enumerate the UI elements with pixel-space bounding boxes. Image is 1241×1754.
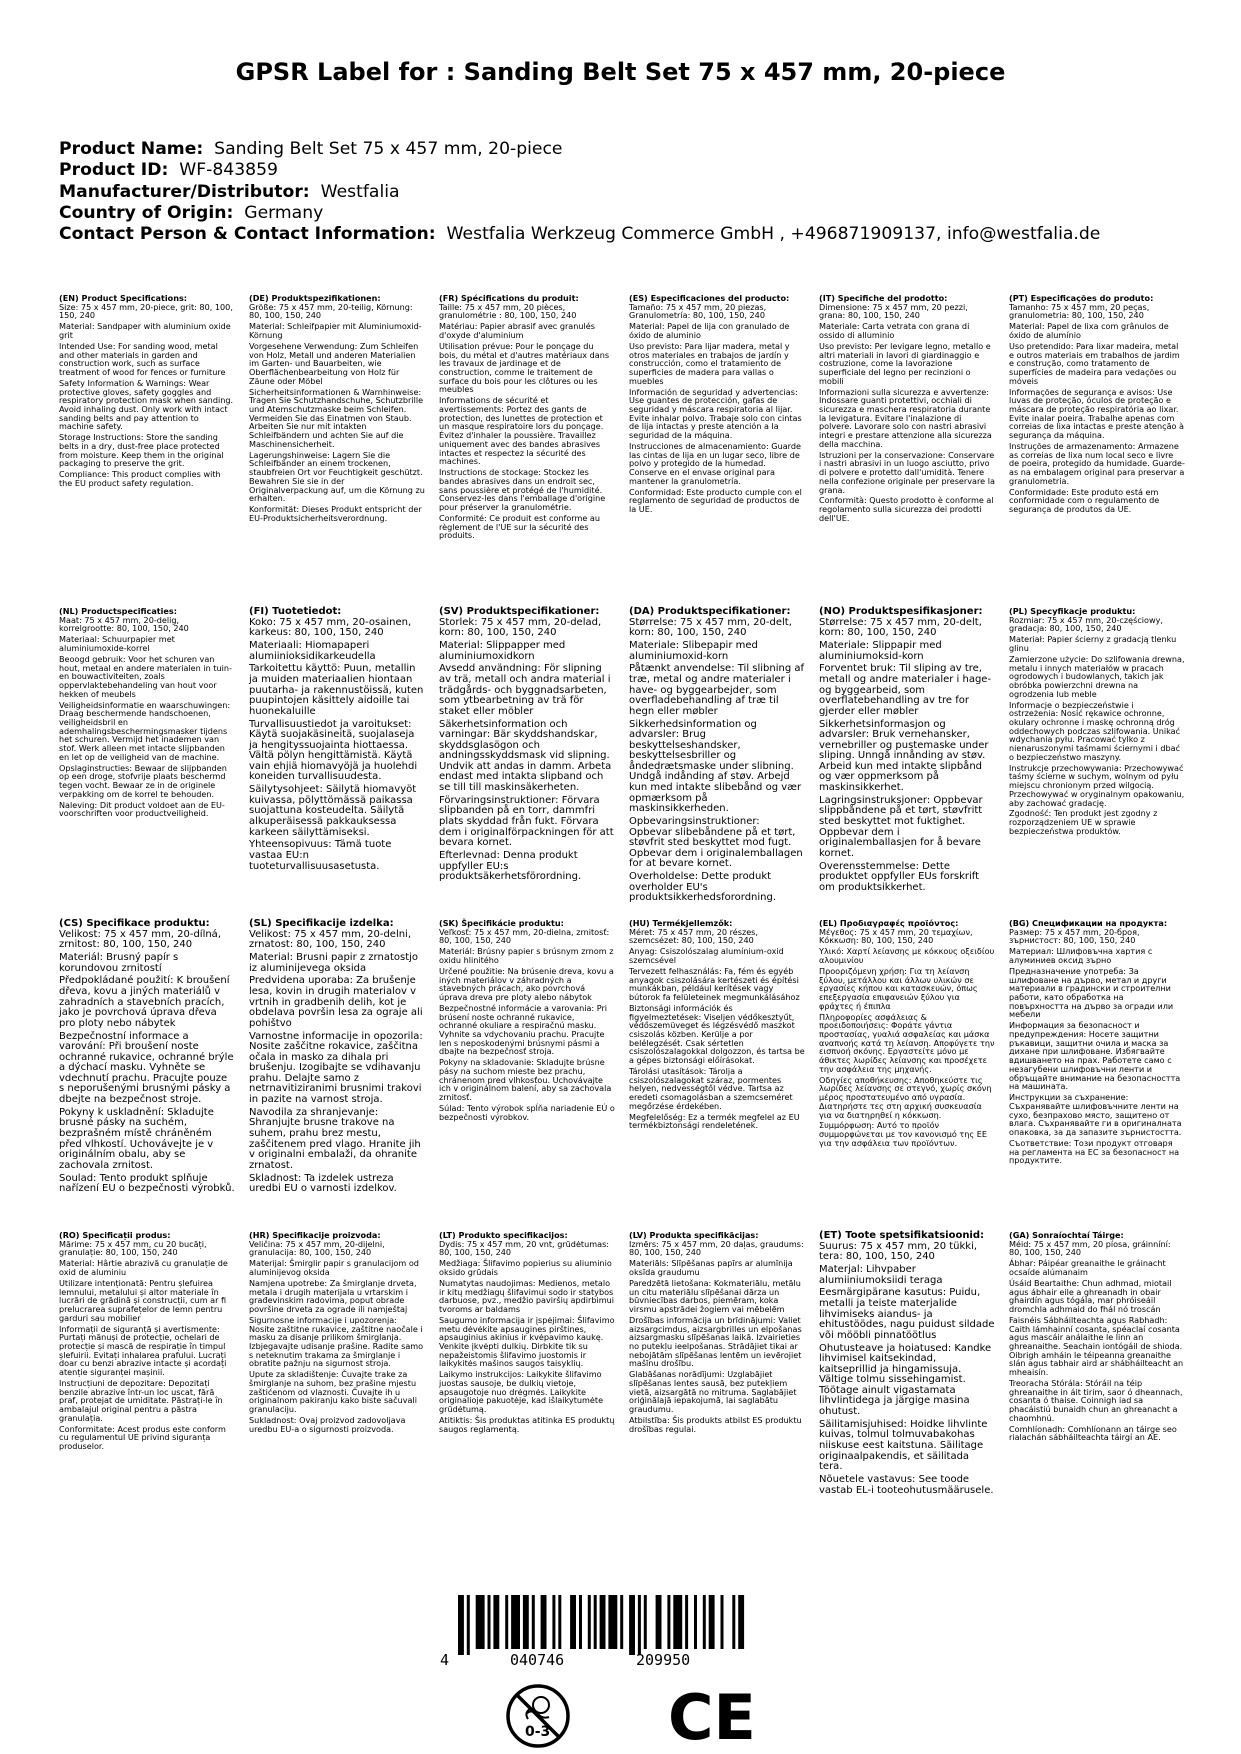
- spec-paragraph-pt: Conformidade: Este produto está em conformidade com o regulamento de segurança de produtos da UE.: [1009, 486, 1160, 515]
- contact-row: [59, 224, 1100, 245]
- spec-paragraph-da: Opbevaringsinstruktioner: Opbevar slibebåndene på et tørt, støvfrit sted beskyttet mod fugt. Opbevar dem i originalemballagen for at bevare kornet.: [629, 816, 803, 870]
- language-row-4: [59, 1231, 1189, 1531]
- barcode-bar: [694, 1595, 697, 1649]
- spec-paragraph-da: Overholdelse: Dette produkt overholder EU's produktsikkerhedsforordning.: [629, 871, 777, 904]
- barcode-bar: [511, 1595, 520, 1649]
- barcode-bar: [644, 1595, 647, 1649]
- barcode-bar: [588, 1595, 591, 1649]
- spec-paragraph-lv: Glabāšanas norādījumi: Uzglabājiet slīpēšanas lentes sausā, bez putekļiem vietā, aizsargātā no mitruma. Saglabājiet oriģinālajā iepakojumā, lai saglabātu graudumu.: [629, 1369, 797, 1415]
- spec-paragraph-lv: Drošības informācija un brīdinājumi: Valiet aizsargcimdus, aizsargbrilles un elpošanas aizsargmasku slīpēšanas laikā. Izvairieties no putekļu ieelpošanas. Strādājiet tikai ar nebojātām slīpēšanas lentēm un ievērojiet mašīnu drošību.: [629, 1314, 802, 1369]
- spec-heading-ga: (GA) Sonraíochtaí Táirge:: [1009, 1230, 1124, 1240]
- spec-paragraph-en: Size: 75 x 457 mm, 20-piece, grit: 80, 100, 150, 240: [59, 301, 233, 321]
- spec-paragraph-nl: Opslaginstructies: Bewaar de slijpbanden op een droge, stofvrije plaats beschermd tegen vocht. Bewaar ze in de originele verpakking om de korrel te behouden.: [59, 762, 227, 799]
- spec-paragraph-no: Overensstemmelse: Dette produktet oppfyller EUs forskrift om produktsikkerhet.: [819, 860, 980, 893]
- spec-paragraph-sk: Určené použitie: Na brúsenie dreva, kovu a iných materiálov v záhradných a stavebných prácach, ako povrchová úprava dreva pre ploty alebo nábytok: [439, 965, 614, 1002]
- barcode-bar: [738, 1595, 744, 1649]
- spec-paragraph-sl: Material: Brusni papir z zrnatostjo iz aluminijevega oksida: [249, 951, 419, 974]
- spec-paragraph-en: Safety Information & Warnings: Wear protective gloves, safety goggles and respiratory protection mask when sanding. Avoid inhaling dust. Only work with intact sanding belts and pay attention to machine safety.: [59, 377, 234, 432]
- barcode-bar: [594, 1595, 597, 1649]
- spec-block-hu: [629, 919, 805, 1132]
- spec-paragraph-fr: Conformité: Ce produit est conforme au règlement de l'UE sur la sécurité des produits.: [439, 512, 600, 541]
- barcode-bar: [532, 1595, 535, 1649]
- spec-paragraph-hr: Sigurnosne informacije i upozorenja: Nosite zaštitne rukavice, zaštitne naočale i masku za disanje prilikom šmirglanja. Izbjegavajte udisanje prašine. Radite samo s neteknutim trakama za šmirglanje i obratite pažnju na sigurnost stroja.: [249, 1314, 424, 1369]
- spec-paragraph-bg: Материал: Шлифовъчна хартия с алуминиев оксид зърно: [1009, 946, 1153, 965]
- spec-paragraph-fi: Koko: 75 x 457 mm, 20-osainen, karkeus: 80, 100, 150, 240: [249, 616, 412, 639]
- spec-paragraph-el: Υλικό: Χαρτί λείανσης με κόκκους οξειδίου αλουμινίου: [819, 946, 995, 965]
- spec-heading-da: (DA) Produktspecifikationer:: [629, 606, 791, 617]
- spec-block-pt: [1009, 294, 1185, 516]
- spec-paragraph-hr: Sukladnost: Ovaj proizvod zadovoljava uredbu EU-a o sigurnosti proizvoda.: [249, 1415, 406, 1434]
- spec-paragraph-en: Compliance: This product complies with the EU product safety regulation.: [59, 469, 221, 488]
- spec-block-fr: [439, 294, 615, 542]
- spec-paragraph-da: Størrelse: 75 x 457 mm, 20-delt, korn: 80, 100, 150, 240: [629, 616, 792, 639]
- spec-paragraph-es: Material: Papel de lija con granulado de óxido de aluminio: [629, 321, 790, 340]
- spec-paragraph-lv: Izmērs: 75 x 457 mm, 20 daļas, graudums: 80, 100, 150, 240: [629, 1238, 804, 1258]
- spec-paragraph-sk: Veľkosť: 75 x 457 mm, 20-dielna, zrnitosť: 80, 100, 150, 240: [439, 926, 610, 946]
- spec-block-hr: [249, 1231, 425, 1436]
- barcode-bar: [523, 1595, 529, 1649]
- spec-paragraph-sv: Avsedd användning: För slipning av trä, metall och andra material i trädgårds- och byggnadsarbeten, som ytbearbetning av trä för staket eller möbler: [439, 663, 611, 717]
- spec-paragraph-da: Materiale: Slibepapir med aluminiumoxid-korn: [629, 639, 758, 662]
- ce-mark-icon: [668, 1681, 756, 1754]
- spec-paragraph-sv: Säkerhetsinformation och varningar: Bär skyddshandskar, skyddsglasögon och andningsskyddsmask vid slipning. Undvik att andas in damm. Arbeta endast med intakta slipband och se till till maskinsäkerheten.: [439, 718, 612, 794]
- spec-paragraph-sv: Förvaringsinstruktioner: Förvara slipbanden på en torr, dammfri plats skyddad från fukt. Förvara dem i originalförpackningen för att bevara kornet.: [439, 794, 614, 849]
- spec-paragraph-fi: Turvallisuustiedot ja varoitukset: Käytä suojakäsineitä, suojalaseja ja hengityssuojainta hiottaessa. Vältä pölyn hengittämistä. Käytä vain ehjiä hiomavyöjä ja huolehdi koneiden turvallisuudesta.: [249, 718, 418, 783]
- spec-paragraph-el: Πληροφορίες ασφάλειας & προειδοποιήσεις: Φοράτε γάντια προστασίας, γυαλιά ασφαλείας και μάσκα αναπνοής κατά τη λείανση. Αποφύγετε την εισπνοή σκόνης. Εργαστείτε μόνο με άθικτες λωρίδες λείανσης και προσέχετε την ασφάλεια της μηχανής.: [819, 1011, 995, 1074]
- barcode-bar: [570, 1595, 576, 1649]
- spec-paragraph-ga: Comhlíonadh: Comhlíonann an táirge seo rialachán sábháilteachta táirgí an AE.: [1009, 1423, 1177, 1443]
- spec-block-el: [819, 919, 995, 1150]
- language-row-1: [59, 294, 1189, 594]
- spec-paragraph-lv: Atbilstība: Šis produkts atbilst ES produktu drošības regulai.: [629, 1415, 802, 1434]
- barcode-bar: [709, 1595, 715, 1649]
- spec-block-ga: [1009, 1231, 1185, 1444]
- product-name-value: Sanding Belt Set 75 x 457 mm, 20-piece: [214, 139, 563, 159]
- spec-heading-hr: (HR) Specifikacije proizvoda:: [249, 1230, 381, 1240]
- spec-paragraph-pt: Informações de segurança e avisos: Use luvas de proteção, óculos de proteção e máscara de proteção respiratória ao lixar. Evite inalar poeira. Trabalhe apenas com correias de lixa intactas e preste atenção à segurança da máquina.: [1009, 386, 1185, 441]
- spec-paragraph-lt: Laikymo instrukcijos: Laikykite šlifavimo juostas sausoje, be dulkių vietoje, apsaugotoje nuo drėgmės. Laikykite originalioje pakuotėje, kad išlaikytumėte grūdėtumą.: [439, 1369, 604, 1415]
- spec-paragraph-el: Μέγεθος: 75 x 457 mm, 20 τεμαχίων, Κόκκωση: 80, 100, 150, 240: [819, 926, 973, 946]
- spec-paragraph-fr: Instructions de stockage: Stockez les bandes abrasives dans un endroit sec, sans poussière et protégé de l'humidité. Conservez-les dans l'emballage d'origine pour préserver la granulométrie.: [439, 467, 606, 512]
- spec-block-et: [819, 1231, 995, 1498]
- spec-paragraph-fi: Materiaali: Hiomapaperi alumiinioksidikarkeudella: [249, 639, 376, 662]
- spec-paragraph-hu: Anyag: Csiszolószalag alumínium-oxid szemcsével: [629, 946, 784, 965]
- manufacturer-value: Westfalia: [320, 181, 400, 202]
- spec-paragraph-bg: Предназначение употреба: За шлифоване на дърво, метал и други материали в градински и строителни работи, като обработка на повърхността на дърво за огради или мебели: [1009, 965, 1174, 1020]
- spec-heading-et: (ET) Toote spetsifikatsioonid:: [819, 1230, 985, 1241]
- barcode-bar: [673, 1595, 682, 1649]
- spec-paragraph-ro: Informații de siguranță și avertismente: Purtați mănuși de protecție, ochelari de protecție și mască de respirație în timpul șlefuirii. Evitați inhalarea prafului. Lucrați doar cu benzi abrazive intacte și acordați atenție siguranței mașinii.: [59, 1323, 227, 1378]
- manufacturer-label: Manufacturer/Distributor:: [59, 181, 310, 202]
- spec-paragraph-et: Säilitamisjuhised: Hoidke lihvlinte kuivas, tolmul tolmuvabakohas niiskuse eest kaitstuna. Säilitage originaalpakendis, et säilitada tera.: [819, 1418, 988, 1473]
- product-info: [59, 139, 1100, 245]
- spec-heading-sl: (SL) Specifikacije izdelka:: [249, 918, 394, 929]
- spec-heading-bg: (BG) Спецификации на продукта:: [1009, 918, 1168, 928]
- barcode-bar: [732, 1595, 735, 1649]
- spec-paragraph-no: Sikkerhetsinformasjon og advarsler: Bruk vernehansker, vernebriller og pustemaske under sliping. Unngå innånding av støv. Arbeid kun med intakte slipbånd og vær oppmerksom på maskinsikkerhet.: [819, 718, 989, 794]
- spec-paragraph-de: Konformität: Dieses Produkt entspricht der EU-Produktsicherheitsverordnung.: [249, 504, 422, 523]
- spec-paragraph-fi: Säilytysohjeet: Säilytä hiomavyöt kuivassa, pölyttömässä paikassa suojattuna kosteudelta. Säilytä alkuperäisessä pakkauksessa karkeen säilyttämiseksi.: [249, 784, 417, 838]
- product-name-label: Product Name:: [59, 139, 204, 159]
- spec-block-no: [819, 607, 995, 896]
- spec-paragraph-lt: Saugumo informacija ir įspėjimai: Šlifavimo metu dėvėkite apsaugines pirštines, apsauginius akinius ir kvėpavimo kaukę. Venkite įkvėpti dulkių. Dirbkite tik su nepažeistomis šlifavimo juostomis ir laikykitės mašinos saugos taisyklių.: [439, 1314, 615, 1369]
- spec-paragraph-sl: Varnostne informacije in opozorila: Nosite zaščitne rokavice, zaščitna očala in masko za dihala pri brušenju. Izogibajte se vdihavanju prahu. Delajte samo z netrnavitiziranimi brusnimi trakovi in pazite na varnost stroja.: [249, 1030, 423, 1106]
- barcode-bar: [703, 1595, 706, 1649]
- spec-heading-ro: (RO) Specificații produs:: [59, 1230, 171, 1240]
- spec-block-es: [629, 294, 805, 516]
- spec-block-sk: [439, 919, 615, 1124]
- spec-paragraph-hr: Upute za skladištenje: Čuvajte trake za šmirglanje na suhom, bez prašine mjestu zaštićenom od vlaznosti. Čuvajte ih u originalnom pakiranju kako biste sačuvali granulaciju.: [249, 1369, 417, 1415]
- barcode-bar: [467, 1595, 470, 1655]
- spec-heading-el: (EL) Προδιαγραφές προϊόντος:: [819, 918, 959, 928]
- spec-paragraph-da: Påtænkt anvendelse: Til slibning af træ, metal og andre materialer i have- og byggearbejder, som overfladebehandling af træ til hegn eller møbler: [629, 663, 805, 717]
- barcode-bar: [558, 1595, 561, 1649]
- spec-paragraph-ro: Instrucțiuni de depozitare: Depozitați benzile abrazive într-un loc uscat, fără praf, protejat de umiditate. Păstrați-le în ambalajul original pentru a păstra granulația.: [59, 1378, 223, 1423]
- spec-paragraph-pl: Materiał: Papier ścierny z gradacją tlenku glinu: [1009, 634, 1177, 653]
- spec-block-lt: [439, 1231, 615, 1436]
- spec-paragraph-et: Suurus: 75 x 457 mm, 20 tükki, tera: 80, 100, 150, 240: [819, 1240, 978, 1263]
- spec-heading-es: (ES) Especificaciones del producto:: [629, 293, 790, 303]
- spec-paragraph-hu: Biztonsági információk és figyelmeztetések: Viseljen védőkesztyűt, védőszemüveget és légzésvédő maszkot csiszolás közben. Kerülje a por belélegzését. Csak sértetlen csiszolószalagokkal dolgozzon, és tartsa be a gépes biztonsági előírásokat.: [629, 1002, 805, 1066]
- page-title: GPSR Label for : Sanding Belt Set 75 x 457 mm, 20-piece: [235, 58, 1006, 86]
- spec-paragraph-pl: Informacje o bezpieczeństwie i ostrzeżenia: Nosić rękawice ochronne, okulary ochronne i maskę ochronną dróg oddechowych podczas szlifowania. Unikać wdychania pyłu. Pracować tylko z nienaruszonymi taśmami ściernymi i dbać o bezpieczeństwo maszyny.: [1009, 699, 1181, 762]
- spec-paragraph-pl: Instrukcje przechowywania: Przechowywać taśmy ścierne w suchym, wolnym od pyłu miejscu chronionym przed wilgocią. Przechowywać w oryginalnym opakowaniu, aby zachować gradację.: [1009, 762, 1185, 808]
- spec-heading-cs: (CS) Specifikace produktu:: [59, 918, 210, 929]
- spec-paragraph-es: Conformidad: Este producto cumple con el reglamento de seguridad de productos de la UE.: [629, 486, 802, 515]
- spec-paragraph-nl: Naleving: Dit product voldoet aan de EU-voorschriften voor productveiligheid.: [59, 799, 225, 819]
- spec-paragraph-cs: Soulad: Tento produkt splňuje nařízení EU o bezpečnosti výrobků.: [59, 1172, 235, 1195]
- spec-heading-hu: (HU) Termékjellemzők:: [629, 918, 733, 928]
- spec-paragraph-fr: Informations de sécurité et avertissements: Portez des gants de protection, des lunettes de protection et un masque respiratoire lors du ponçage. Évitez d'inhaler la poussière. Travaillez uniquement avec des bandes abrasives intactes et respectez la sécurité des machines.: [439, 395, 604, 467]
- barcode-bar: [656, 1595, 662, 1649]
- spec-paragraph-cs: Pokyny k uskladnění: Skladujte brusné pásky na suchém, bezprašném místě chráněném před vlhkostí. Uchovávejte je v originálním obalu, aby se zachovala zrnitost.: [59, 1106, 214, 1171]
- spec-paragraph-hu: Méret: 75 x 457 mm, 20 részes, szemcsézet: 80, 100, 150, 240: [629, 926, 758, 946]
- spec-paragraph-da: Sikkerhedsinformation og advarsler: Brug beskyttelseshandsker, beskyttelsesbriller og åndedrætsmaske under slibning. Undgå indånding af støv. Arbejd kun med intakte slibebånd og vær opmærksom på maskinsikkerheden.: [629, 718, 802, 815]
- spec-paragraph-hu: Megfelelőség: Ez a termék megfelel az EU termékbiztonsági rendeletének.: [629, 1111, 800, 1131]
- spec-paragraph-de: Vorgesehene Verwendung: Zum Schleifen von Holz, Metall und anderen Materialien im Garten- und Bauarbeiten, wie Oberflächenbearbeitung von Holz für Zäune oder Möbel: [249, 340, 419, 386]
- spec-paragraph-en: Storage Instructions: Store the sanding belts in a dry, dust-free place protected from moisture. Keep them in the original packaging to preserve the grit.: [59, 432, 224, 469]
- country-row: [59, 203, 1100, 224]
- spec-paragraph-it: Istruzioni per la conservazione: Conservare i nastri abrasivi in un luogo asciutto, privo di polvere e protetto dall'umidità. Tenere nella confezione originale per preservare la grana.: [819, 449, 995, 495]
- spec-paragraph-no: Forventet bruk: Til sliping av tre, metall og andre materialer i hage- og byggearbeid, som overflatebehandling av tre for gjerder eller møbler: [819, 663, 992, 717]
- age-range-text: 0-3: [525, 1724, 551, 1740]
- barcode-bar: [552, 1595, 555, 1649]
- spec-paragraph-es: Uso previsto: Para lijar madera, metal y otros materiales en trabajos de jardín y construcción, como el tratamiento de superficies de madera para vallas o muebles: [629, 340, 790, 386]
- barcode-bars: [440, 1595, 751, 1655]
- language-row-3: [59, 919, 1189, 1219]
- spec-paragraph-ro: Material: Hârtie abrazivă cu granulație de oxid de aluminiu: [59, 1258, 228, 1277]
- spec-paragraph-et: Nõuetele vastavus: See toode vastab EL-i tooteohutusmäärusele.: [819, 1474, 994, 1496]
- spec-paragraph-sl: Predvidena uporaba: Za brušenje lesa, kovin in drugih materialov v vrtnih in gradbenih delih, kot je obdelava površin lesa za ograje ali pohištvo: [249, 975, 423, 1029]
- spec-paragraph-nl: Veiligheidsinformatie en waarschuwingen: Draag beschermende handschoenen, veiligheidsbril en ademhalingsbeschermingsmasker tijdens het schuren. Vermijd het inademen van stof. Werk alleen met intacte slijpbanden en let op de veiligheid van de machine.: [59, 699, 231, 762]
- spec-heading-pt: (PT) Especificações do produto:: [1009, 293, 1154, 303]
- barcode-bar: [620, 1595, 623, 1649]
- spec-paragraph-lt: Numatytas naudojimas: Medienos, metalo ir kitų medžiagų šlifavimui sodo ir statybos darbuose, pvz., medžio paviršių apdirbimui tvoroms ar baldams: [439, 1277, 614, 1314]
- spec-paragraph-es: Tamaño: 75 x 457 mm, 20 piezas, Granulometría: 80, 100, 150, 240: [629, 301, 767, 321]
- spec-paragraph-ro: Utilizare intenționată: Pentru șlefuirea lemnului, metalului și altor materiale în lucrări de grădină și construcții, cum ar fi prelucrarea suprafețelor de lemn pentru garduri sau mobilier: [59, 1277, 227, 1323]
- spec-paragraph-it: Conformità: Questo prodotto è conforme al regolamento sulla sicurezza dei prodotti dell'UE.: [819, 495, 994, 523]
- spec-paragraph-el: Προοριζόμενη χρήση: Για τη λείανση ξύλου, μετάλλου και άλλων υλικών σε εργασίες κήπου και κατασκευών, όπως επεξεργασία επιφανειών ξύλου για φράχτες ή έπιπλα: [819, 965, 978, 1011]
- spec-paragraph-pt: Tamanho: 75 x 457 mm, 20 peças, granulometria: 80, 100, 150, 240: [1009, 301, 1150, 321]
- spec-paragraph-sl: Navodila za shranjevanje: Shranjujte brusne trakove na suhem, prahu brez mestu, zaščitenem pred vlago. Hranite jih v originalni embalaži, da ohranite zrnatost.: [249, 1106, 421, 1171]
- spec-paragraph-sk: Súlad: Tento výrobok spĺňa nariadenie EÚ o bezpečnosti výrobkov.: [439, 1103, 615, 1122]
- spec-paragraph-ro: Mărime: 75 x 457 mm, cu 20 bucăți, granulație: 80, 100, 150, 240: [59, 1238, 207, 1258]
- spec-block-da: [629, 607, 805, 906]
- spec-paragraph-es: Instrucciones de almacenamiento: Guarde las cintas de lija en un lugar seco, libre de polvo y protegido de la humedad. Conserve en el envase original para mantener la granulometría.: [629, 441, 801, 486]
- spec-paragraph-de: Lagerungshinweise: Lagern Sie die Schleifbänder an einem trockenen, staubfreien Ort vor Feuchtigkeit geschützt. Bewahren Sie sie in der Originalverpackung auf, um die Körnung zu erhalten.: [249, 449, 425, 504]
- product-name-row: [59, 139, 1100, 160]
- ce-mark-text: CE: [668, 1681, 756, 1754]
- spec-paragraph-ro: Conformitate: Acest produs este conform cu regulamentul UE privind siguranța produselor.: [59, 1423, 226, 1452]
- age-warning-icon: [505, 1683, 571, 1749]
- spec-block-sl: [249, 919, 425, 1197]
- spec-paragraph-bg: Размер: 75 x 457 mm, 20-броя, зърнистост: 80, 100, 150, 240: [1009, 926, 1140, 946]
- spec-paragraph-en: Intended Use: For sanding wood, metal and other materials in garden and construction work, such as surface treatment of wood for fences or furniture: [59, 340, 226, 377]
- spec-paragraph-cs: Bezpečnostní informace a varování: Při broušení noste ochranné rukavice, ochranné brýle a dýchací masku. Vyhněte se vdechnutí prachu. Pracujte pouze s neporušenými brusnými pásky a dbejte na bezpečnost stroje.: [59, 1030, 234, 1106]
- spec-block-de: [249, 294, 425, 525]
- spec-paragraph-de: Sicherheitsinformationen & Warnhinweise: Tragen Sie Schutzhandschuhe, Schutzbrille und Atemschutzmaske beim Schleifen. Vermeiden Sie das Einatmen von Staub. Arbeiten Sie nur mit intakten Schleifbändern und achten Sie auf die Maschinensicherheit.: [249, 386, 424, 449]
- spec-paragraph-hu: Tárolási utasítások: Tárolja a csiszolószalagokat száraz, pormentes helyen, nedvességtől védve. Tartsa az eredeti csomagolásban a szemcseméret megőrzése érdekében.: [629, 1066, 793, 1111]
- spec-paragraph-it: Dimensione: 75 x 457 mm, 20 pezzi, grana: 80, 100, 150, 240: [819, 301, 968, 321]
- spec-paragraph-fr: Taille: 75 x 457 mm, 20 pièces, granulométrie : 80, 100, 150, 240: [439, 301, 577, 321]
- spec-heading-de: (DE) Produktspezifikationen:: [249, 293, 381, 303]
- spec-paragraph-no: Størrelse: 75 x 457 mm, 20-delt, korn: 80, 100, 150, 240: [819, 616, 982, 639]
- spec-block-sv: [439, 607, 615, 885]
- spec-paragraph-sk: Pokyny na skladovanie: Skladujte brúsne pásy na suchom mieste bez prachu, chránenom pred vlhkosťou. Uchovávajte ich v originálnom balení, aby sa zachovala zrnitosť.: [439, 1057, 612, 1103]
- spec-paragraph-sk: Bezpečnostné informácie a varovania: Pri brúsení noste ochranné rukavice, ochranné okuliare a respiračnú masku. Vyhnite sa vdychovaniu prachu. Pracujte len s neposkodenými brúsnymi pásmi a dbajte na bezpečnosť stroja.: [439, 1002, 608, 1057]
- spec-paragraph-it: Informazioni sulla sicurezza e avvertenze: Indossare guanti protettivi, occhiali di sicurezza e maschera respiratoria durante la levigatura. Evitare l'inalazione di polvere. Lavorare solo con nastri abrasivi integri e prestare attenzione alla sicurezza della macchina.: [819, 386, 992, 449]
- spec-paragraph-cs: Předpokládané použití: K broušení dřeva, kovu a jiných materiálů v zahradních a stavebních pracích, jako je povrchová úprava dřeva pro ploty nebo nábytek: [59, 975, 230, 1029]
- spec-heading-fi: (FI) Tuotetiedot:: [249, 606, 342, 617]
- spec-paragraph-ga: Faisnéis Sábháilteachta agus Rabhadh: Caith lámhainní cosanta, spéaclaí cosanta agus mascáir análaithe le linn an ghreanaithe. Seachain iontógáil de shioda. Oibrigh amháin le téipeanna greanaithe slán agus tabhair aird ar shábháilteacht an mheaisín.: [1009, 1314, 1184, 1378]
- spec-paragraph-de: Material: Schleifpapier mit Aluminiumoxid-Körnung: [249, 321, 422, 340]
- spec-block-bg: [1009, 919, 1185, 1167]
- spec-paragraph-ga: Treoracha Stórála: Stóráil na téip ghreanaithe in áit tirim, saor ó dheannach, cosanta ó thaise. Coinnigh iad sa phacáistiú bunaidh chun an ghreanacht a chaomhnú.: [1009, 1378, 1183, 1423]
- spec-paragraph-bg: Инструкции за съхранение: Съхранявайте шлифовъчните ленти на сухо, безпрахово място, защитено от влага. Съхранявайте ги в оригиналната опаковка, за да запазите зърнистостта.: [1009, 1092, 1182, 1137]
- spec-paragraph-bg: Съответствие: Този продукт отговаря на регламента на ЕС за безопасност на продуктите.: [1009, 1137, 1180, 1166]
- spec-paragraph-et: Ohutusteave ja hoiatused: Kandke lihvimisel kaitsekindad, kaitseprillid ja hingamissuja. Vältige tolmu sissehingamist. Töötage ainult vigastamata lihvlintidega ja järgige masina ohutust.: [819, 1342, 992, 1418]
- product-id-value: WF-843859: [179, 160, 278, 181]
- spec-heading-it: (IT) Specifiche del prodotto:: [819, 293, 948, 303]
- spec-paragraph-pt: Uso pretendido: Para lixar madeira, metal e outros materiais em trabalhos de jardim e construção, como tratamento de superfícies de madeira para vedações ou móveis: [1009, 340, 1180, 386]
- barcode-bar: [579, 1595, 582, 1649]
- spec-paragraph-cs: Materiál: Brusný papír s korundovou zrnitostí: [59, 951, 179, 974]
- spec-heading-pl: (PL) Specyfikacje produktu:: [1009, 606, 1136, 616]
- barcode-bar: [476, 1595, 485, 1649]
- spec-heading-fr: (FR) Spécifications du produit:: [439, 293, 579, 303]
- spec-paragraph-fi: Yhteensopivuus: Tämä tuote vastaa EU:n tuoteturvallisuusasetusta.: [249, 839, 392, 872]
- spec-paragraph-sv: Storlek: 75 x 457 mm, 20-delad, korn: 80, 100, 150, 240: [439, 616, 602, 639]
- barcode-bar: [721, 1595, 724, 1649]
- spec-block-lv: [629, 1231, 805, 1436]
- product-id-row: [59, 160, 1100, 181]
- spec-heading-sk: (SK) Špecifikácie produktu:: [439, 918, 564, 928]
- spec-heading-no: (NO) Produktspesifikasjoner:: [819, 606, 983, 617]
- spec-heading-en: (EN) Product Specifications:: [59, 293, 188, 303]
- barcode-bar: [458, 1595, 464, 1655]
- contact-label: Contact Person & Contact Information:: [59, 224, 436, 245]
- spec-paragraph-lt: Atitiktis: Šis produktas atitinka ES produktų saugos reglamentą.: [439, 1415, 615, 1434]
- spec-paragraph-hu: Tervezett felhasználás: Fa, fém és egyéb anyagok csiszolására kertészeti és építési munkákban, például kerítések vagy bútorok fa felületeinek megmunkálásához: [629, 965, 800, 1002]
- spec-paragraph-bg: Информация за безопасност и предупреждения: Носете защитни ръкавици, защитни очила и маска за дихане при шлифоване. Избягвайте вдишването на прах. Работете само с незагубени шлифовъчни ленти и обръщайте внимание на безопасността на машината.: [1009, 1020, 1181, 1092]
- spec-paragraph-et: Eesmärgipärane kasutus: Puidu, metalli ja teiste materjalide lihvimiseks aiandus- ja ehitustöödes, nagu puidust sildade või mööbli pinnatöötlus: [819, 1287, 995, 1341]
- spec-paragraph-es: Información de seguridad y advertencias: Use guantes de protección, gafas de seguridad y máscara respiratoria al lijar. Evite inhalar polvo. Trabaje solo con cintas de lija intactas y preste atención a la seguridad de la máquina.: [629, 386, 802, 441]
- barcode-lead-digit: 4: [440, 1651, 450, 1669]
- barcode-bar: [629, 1595, 635, 1655]
- country-label: Country of Origin:: [59, 202, 234, 223]
- barcode-bar: [638, 1595, 641, 1655]
- barcode-bar: [488, 1595, 491, 1649]
- spec-block-it: [819, 294, 995, 525]
- barcode-bar: [493, 1595, 499, 1649]
- spec-block-nl: [59, 607, 235, 820]
- spec-heading-sv: (SV) Produktspecifikationer:: [439, 606, 600, 617]
- barcode-bar: [608, 1595, 617, 1649]
- barcode: [440, 1595, 751, 1670]
- spec-paragraph-fr: Matériau: Papier abrasif avec granulés d'oxyde d'aluminium: [439, 321, 595, 340]
- spec-paragraph-fi: Tarkoitettu käyttö: Puun, metallin ja muiden materiaalien hiontaan puutarha- ja rakennustöissä, kuten puupintojen käsittely aidoille tai huonekaluille: [249, 663, 424, 717]
- spec-paragraph-hr: Materijal: Šmirglir papir s granulacijom od aluminijevog oksida: [249, 1258, 419, 1277]
- spec-heading-nl: (NL) Productspecificaties:: [59, 606, 177, 616]
- spec-paragraph-en: Material: Sandpaper with aluminium oxide grit: [59, 321, 231, 340]
- spec-paragraph-hr: Namjena upotrebe: Za šmirglanje drveta, metala i drugih materijala u vrtarskim i građevinskim radovima, poput obrade površine drveta za ograde ili namještaj: [249, 1277, 417, 1314]
- barcode-bar: [600, 1595, 606, 1649]
- spec-paragraph-fr: Utilisation prévue: Pour le ponçage du bois, du métal et d'autres matériaux dans les travaux de jardinage et de construction, comme le traitement de surface du bois pour les clôtures ou les meubles: [439, 340, 610, 395]
- barcode-bar: [685, 1595, 688, 1649]
- language-row-2: [59, 607, 1189, 907]
- spec-paragraph-ga: Ábhar: Páipéar greanaithe le gráinacht ocsaíde alúmanaim: [1009, 1258, 1166, 1277]
- spec-paragraph-pt: Instruções de armazenamento: Armazene as correias de lixa num local seco e livre de poeira, protegido da humidade. Guarde-as na embalagem original para preservar a granulometria.: [1009, 441, 1185, 486]
- spec-paragraph-nl: Maat: 75 x 457 mm, 20-delig, korrelgrootte: 80, 100, 150, 240: [59, 614, 189, 634]
- spec-paragraph-no: Lagringsinstruksjoner: Oppbevar slippbåndene på et tørt, støvfritt sted beskyttet mot fuktighet. Oppbevar dem i originalemballasjen for å bevare kornet.: [819, 794, 983, 859]
- spec-paragraph-ga: Úsáid Beartaithe: Chun adhmad, miotail agus ábhair eile a ghreanadh in obair ghairdín agus tógála, mar phróiseáil dromchla adhmaid do fhál nó troscán: [1009, 1277, 1172, 1314]
- spec-paragraph-el: Οδηγίες αποθήκευσης: Αποθηκεύστε τις λωρίδες λείανσης σε στεγνό, χωρίς σκόνη μέρος προστατευμένο από υγρασία. Διατηρήστε τες στη αρχική συσκευασία για να διατηρηθεί η κόκκωση.: [819, 1074, 992, 1120]
- spec-paragraph-de: Größe: 75 x 457 mm, 20-teilig, Körnung: 80, 100, 150, 240: [249, 301, 413, 321]
- barcode-right-digits: 209950: [636, 1651, 691, 1669]
- barcode-bar: [505, 1595, 508, 1649]
- spec-paragraph-et: Materjal: Lihvpaber alumiiniumoksiidi teraga: [819, 1263, 943, 1286]
- spec-paragraph-nl: Materiaal: Schuurpapier met aluminiumoxide-korrel: [59, 634, 175, 653]
- spec-paragraph-pl: Zgodność: Ten produkt jest zgodny z rozporządzeniem UE w sprawie bezpieczeństwa produktów.: [1009, 808, 1158, 836]
- spec-paragraph-sl: Skladnost: Ta izdelek ustreza uredbi EU o varnosti izdelkov.: [249, 1172, 397, 1195]
- spec-paragraph-ga: Méid: 75 x 457 mm, 20 píosa, gráinníní: 80, 100, 150, 240: [1009, 1238, 1171, 1258]
- spec-paragraph-hr: Veličina: 75 x 457 mm, 20-dijelni, granulacija: 80, 100, 150, 240: [249, 1238, 385, 1258]
- spec-paragraph-sv: Material: Slippapper med aluminiumoxidkorn: [439, 639, 566, 662]
- manufacturer-row: [59, 182, 1100, 203]
- spec-paragraph-sv: Efterlevnad: Denna produkt uppfyller EU:s produktsäkerhetsförordning.: [439, 850, 582, 883]
- country-value: Germany: [244, 202, 324, 223]
- spec-paragraph-it: Materiale: Carta vetrata con grana di ossido di alluminio: [819, 321, 970, 340]
- spec-paragraph-nl: Beoogd gebruik: Voor het schuren van hout, metaal en andere materialen in tuin- en bouwactiviteiten, zoals oppervlaktebehandeling van hout voor hekken of meubels: [59, 653, 232, 699]
- spec-paragraph-cs: Velikost: 75 x 457 mm, 20-dílná, zrnitost: 80, 100, 150, 240: [59, 928, 221, 951]
- spec-paragraph-sk: Materiál: Brúsny papier s brúsnym zrnom z oxidu hlinitého: [439, 946, 614, 965]
- spec-paragraph-sl: Velikost: 75 x 457 mm, 20-delni, zrnatost: 80, 100, 150, 240: [249, 928, 412, 951]
- spec-paragraph-no: Materiale: Slippapir med aluminiumoksid-korn: [819, 639, 942, 662]
- spec-paragraph-pl: Rozmiar: 75 x 457 mm, 20-częściowy, gradacja: 80, 100, 150, 240: [1009, 614, 1163, 634]
- spec-paragraph-lv: Paredzētā lietošana: Kokmateriālu, metālu un citu materiālu slīpēšanai dārza un būvniecības darbos, piemēram, koka virsmu apstrādei žogiem vai mēbelēm: [629, 1277, 801, 1314]
- spec-paragraph-pl: Zamierzone użycie: Do szlifowania drewna, metalu i innych materiałów w pracach ogrodowych i budowlanych, takich jak obróbka powierzchni drewna na ogrodzenia lub meble: [1009, 653, 1185, 699]
- spec-block-pl: [1009, 607, 1185, 838]
- spec-block-fi: [249, 607, 425, 874]
- spec-heading-lv: (LV) Produkta specifikācijas:: [629, 1230, 759, 1240]
- spec-paragraph-pt: Material: Papel de lixa com grânulos de óxido de alumínio: [1009, 321, 1169, 340]
- barcode-bar: [667, 1595, 670, 1649]
- product-id-label: Product ID:: [59, 160, 169, 181]
- spec-heading-lt: (LT) Produkto specifikacijos:: [439, 1230, 568, 1240]
- spec-paragraph-lt: Dydis: 75 x 457 mm, 20 vnt, grūdėtumas: 80, 100, 150, 240: [439, 1238, 610, 1258]
- spec-block-ro: [59, 1231, 235, 1453]
- spec-paragraph-it: Uso previsto: Per levigare legno, metallo e altri materiali in lavori di giardinaggio e costruzione, come la lavorazione superficiale del legno per recinzioni o mobili: [819, 340, 991, 386]
- contact-value: Westfalia Werkzeug Commerce GmbH , +496871909137, info@westfalia.de: [446, 224, 1101, 245]
- spec-paragraph-el: Συμμόρφωση: Αυτό το προϊόν συμμορφώνεται με τον κανονισμό της ΕΕ για την ασφάλεια των προϊόντων.: [819, 1120, 987, 1148]
- spec-block-cs: [59, 919, 235, 1197]
- spec-block-en: [59, 294, 235, 490]
- spec-paragraph-lv: Materiāls: Slīpēšanas papīrs ar alumīnija oksīda graudumu: [629, 1258, 793, 1277]
- spec-paragraph-lt: Medžiaga: Šlifavimo popierius su aliuminio oksido grūdais: [439, 1258, 612, 1277]
- barcode-left-digits: 040746: [510, 1651, 565, 1669]
- barcode-bar: [541, 1595, 547, 1649]
